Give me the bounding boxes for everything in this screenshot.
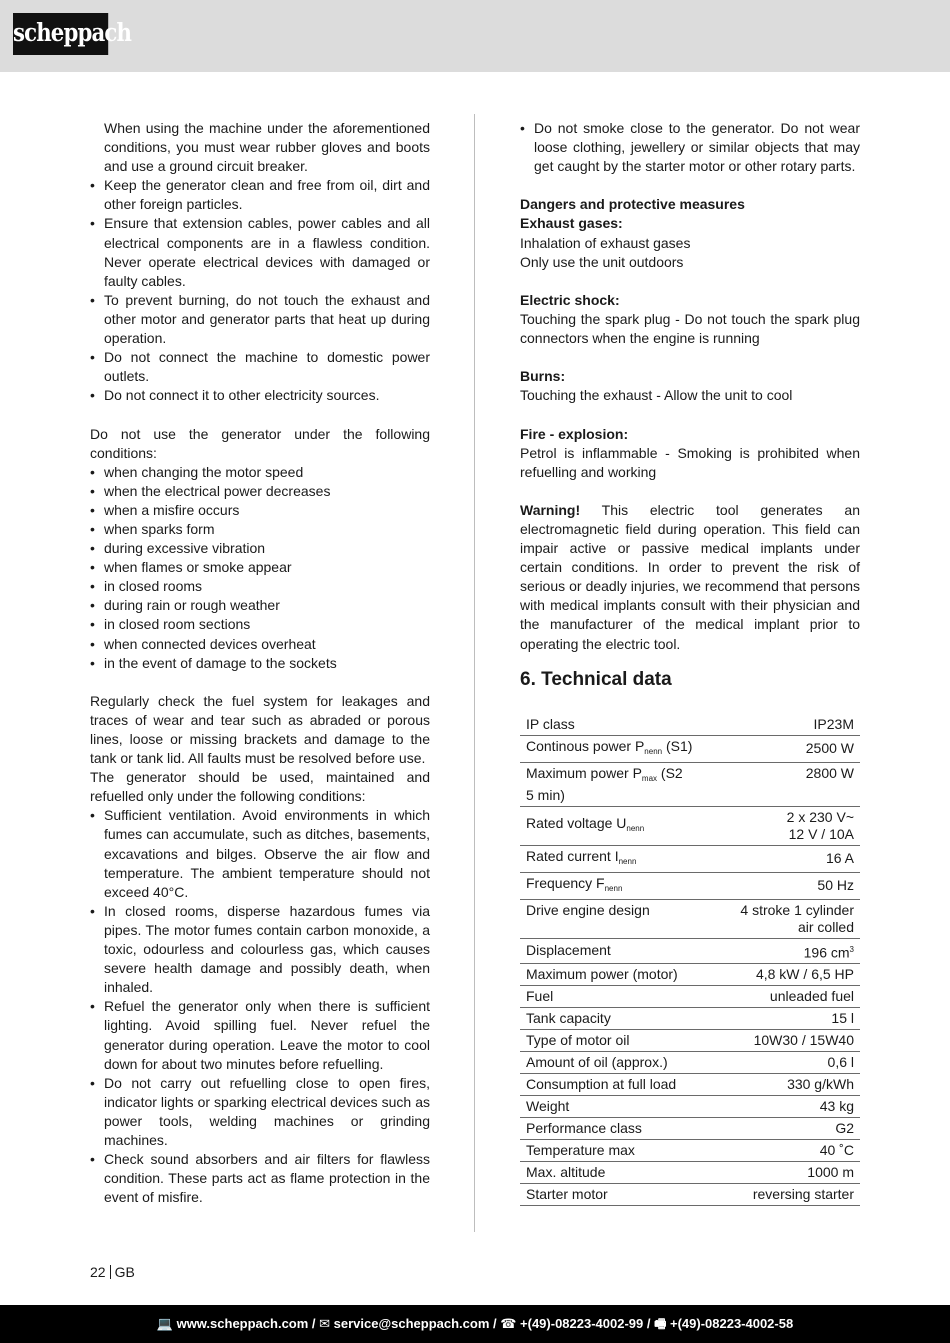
technical-data-table: [520, 714, 860, 1207]
list-item: • Keep the generator clean and free from oil, dirt and other foreign particles.: [90, 176, 430, 214]
row-label: IP class: [520, 714, 700, 736]
row-value: 4,8 kW / 6,5 HP: [700, 964, 860, 986]
row-value: 50 Hz: [700, 872, 860, 899]
list-item: • Refuel the generator only when there is sufficient lighting. Avoid spilling fuel. Never refuel the generator during operation. Leave the motor to cool down for about two minutes before refuelling.: [90, 997, 430, 1073]
smoking-list: [520, 119, 860, 176]
warning-label: Warning!: [520, 501, 581, 518]
list-item: • when connected devices overheat: [90, 635, 430, 654]
row-label: Drive engine design: [520, 899, 700, 938]
scheppach-logo: scheppach: [13, 13, 108, 55]
row-label: Maximum power (motor): [520, 964, 700, 986]
list-item: • in closed room sections: [90, 615, 430, 634]
table-row: [520, 1096, 860, 1118]
list-item: • Do not smoke close to the generator. Do not wear loose clothing, jewellery or similar objects that may get caught by the starter motor or other rotary parts.: [520, 119, 860, 176]
exhaust-text: Only use the unit outdoors: [520, 253, 684, 270]
row-value: 43 kg: [700, 1096, 860, 1118]
table-row: [520, 899, 860, 938]
row-label: Starter motor: [520, 1184, 700, 1206]
list-item: • in the event of damage to the sockets: [90, 654, 430, 673]
use-intro-paragraph: The generator should be used, maintained and refuelled only under the following conditions:: [90, 769, 430, 805]
conditions-intro: Do not use the generator under the following conditions:: [90, 425, 430, 461]
burns-heading: Burns:: [520, 368, 566, 385]
row-value: 2500 W: [700, 735, 860, 762]
fuel-check-paragraph: Regularly check the fuel system for leakages and traces of wear and tear such as abraded or porous lines, loose or missing brackets and damage to the tank or tank lid. All faults must be resolved before use.: [90, 692, 430, 767]
row-label: Displacement: [520, 938, 700, 964]
page-number: [90, 1264, 135, 1280]
list-item: • Check sound absorbers and air filters for flawless condition. These parts act as flame protection in the event of misfire.: [90, 1150, 430, 1207]
row-value: IP23M: [700, 714, 860, 736]
row-label: Type of motor oil: [520, 1030, 700, 1052]
row-label: Temperature max: [520, 1140, 700, 1162]
list-item: • Ensure that extension cables, power cables and all electrical components are in a flawless condition. Never operate electrical devices with damaged or faulty cables.: [90, 214, 430, 290]
list-item: • Sufficient ventilation. Avoid environments in which fumes can accumulate, such as ditches, basements, excavations and bilges. Observe the air flow and temperature. The ambient temperature should not exceed 40°C.: [90, 806, 430, 901]
fire-text: Petrol is inflammable - Smoking is prohibited when refuelling and working: [520, 444, 860, 480]
page-language: GB: [114, 1264, 135, 1280]
table-row: [520, 806, 860, 845]
section-title: 6. Technical data: [520, 668, 672, 690]
row-label: Rated voltage $U_{nenn}$: [520, 806, 700, 845]
page-number-value: 22: [90, 1264, 106, 1280]
exhaust-text: Inhalation of exhaust gases: [520, 234, 691, 251]
row-value: 1000 m: [700, 1162, 860, 1184]
table-row: [520, 986, 860, 1008]
intro-paragraph: When using the machine under the aforementioned conditions, you must wear rubber gloves and boots and use a ground circuit breaker.: [104, 120, 430, 175]
row-label: Performance class: [520, 1118, 700, 1140]
list-item: • when flames or smoke appear: [90, 558, 430, 577]
conditions-list: [90, 463, 430, 673]
row-value: 4 stroke 1 cylinder air colled: [700, 899, 860, 938]
table-row: [520, 1030, 860, 1052]
table-row: [520, 714, 860, 736]
footer-contact: 💻 www.scheppach.com / ✉ service@scheppach.com / ☎ +(49)-08223-4002-99 / 🖷 +(49)-08223-4002-58: [156, 1316, 794, 1331]
row-value: 2 x 230 V~ 12 V / 10A: [700, 806, 860, 845]
list-item: • when changing the motor speed: [90, 463, 430, 482]
warning-text: This electric tool generates an electromagnetic field during operation. This field can impair active or passive medical implants under certain conditions. In order to prevent the risk of serious or deadly injuries, we recommend that persons with medical implants consult with their physician and the manufacturer of the medical implant prior to operating the electric tool.: [520, 501, 860, 652]
shock-text: Touching the spark plug - Do not touch the spark plug connectors when the engine is running: [520, 310, 860, 347]
row-label: Continous power $P_{nenn}$ (S1): [520, 735, 700, 762]
row-label: Tank capacity: [520, 1008, 700, 1030]
list-item: • To prevent burning, do not touch the exhaust and other motor and generator parts that heat up during operation.: [90, 291, 430, 348]
usage-list: [90, 806, 430, 1207]
table-row: [520, 845, 860, 872]
row-value: reversing starter: [700, 1184, 860, 1206]
fire-heading: Fire - explosion:: [520, 425, 629, 442]
row-value: 15 l: [700, 1008, 860, 1030]
table-row: [520, 1008, 860, 1030]
list-item: • when sparks form: [90, 520, 430, 539]
page-header: [0, 0, 950, 72]
table-row: [520, 1140, 860, 1162]
row-value: 0,6 l: [700, 1052, 860, 1074]
page-footer: [0, 1305, 950, 1343]
left-column: [90, 119, 430, 1207]
row-label: Fuel: [520, 986, 700, 1008]
table-row: [520, 1184, 860, 1206]
burns-text: Touching the exhaust - Allow the unit to cool: [520, 387, 793, 404]
list-item: • Do not connect it to other electricity sources.: [90, 386, 430, 405]
row-label: Rated current $I_{nenn}$: [520, 845, 700, 872]
table-row: [520, 1162, 860, 1184]
row-value: G2: [700, 1118, 860, 1140]
table-row: [520, 1052, 860, 1074]
row-label: Weight: [520, 1096, 700, 1118]
table-row: [520, 964, 860, 986]
row-label: Amount of oil (approx.): [520, 1052, 700, 1074]
row-value: 330 g/kWh: [700, 1074, 860, 1096]
list-item: • when a misfire occurs: [90, 501, 430, 520]
row-label: Maximum power $P_{max}$ (S2 5 min): [520, 762, 700, 806]
list-item: • during excessive vibration: [90, 539, 430, 558]
column-divider: [474, 114, 475, 1232]
table-row: [520, 1074, 860, 1096]
row-label: Consumption at full load: [520, 1074, 700, 1096]
row-value: 10W30 / 15W40: [700, 1030, 860, 1052]
row-value: 40 ˚C: [700, 1140, 860, 1162]
row-value: 196 $cm^3$: [700, 938, 860, 964]
warning-paragraph: [520, 501, 860, 654]
row-label: Frequency $F_{nenn}$: [520, 872, 700, 899]
table-row: [520, 872, 860, 899]
row-value: 2800 W: [700, 762, 860, 806]
list-item: • Do not connect the machine to domestic power outlets.: [90, 348, 430, 386]
list-item: • In closed rooms, disperse hazardous fumes via pipes. The motor fumes contain carbon monoxide, a toxic, odourless and colourless gas, which causes severe health damage and possibly death, when inhaled.: [90, 902, 430, 997]
row-label: Max. altitude: [520, 1162, 700, 1184]
list-item: • in closed rooms: [90, 577, 430, 596]
exhaust-heading: Exhaust gases:: [520, 215, 623, 232]
table-row: [520, 762, 860, 806]
safety-list: [90, 176, 430, 405]
table-row: [520, 735, 860, 762]
shock-heading: Electric shock:: [520, 291, 620, 308]
list-item: • when the electrical power decreases: [90, 482, 430, 501]
table-row: [520, 938, 860, 964]
list-item: • Do not carry out refuelling close to open fires, indicator lights or sparking electrical devices such as power tools, welding machines or grinding machines.: [90, 1074, 430, 1150]
list-item: • during rain or rough weather: [90, 596, 430, 615]
dangers-heading: Dangers and protective measures: [520, 196, 745, 213]
right-column: [520, 119, 860, 1206]
row-value: 16 A: [700, 845, 860, 872]
table-row: [520, 1118, 860, 1140]
row-value: unleaded fuel: [700, 986, 860, 1008]
